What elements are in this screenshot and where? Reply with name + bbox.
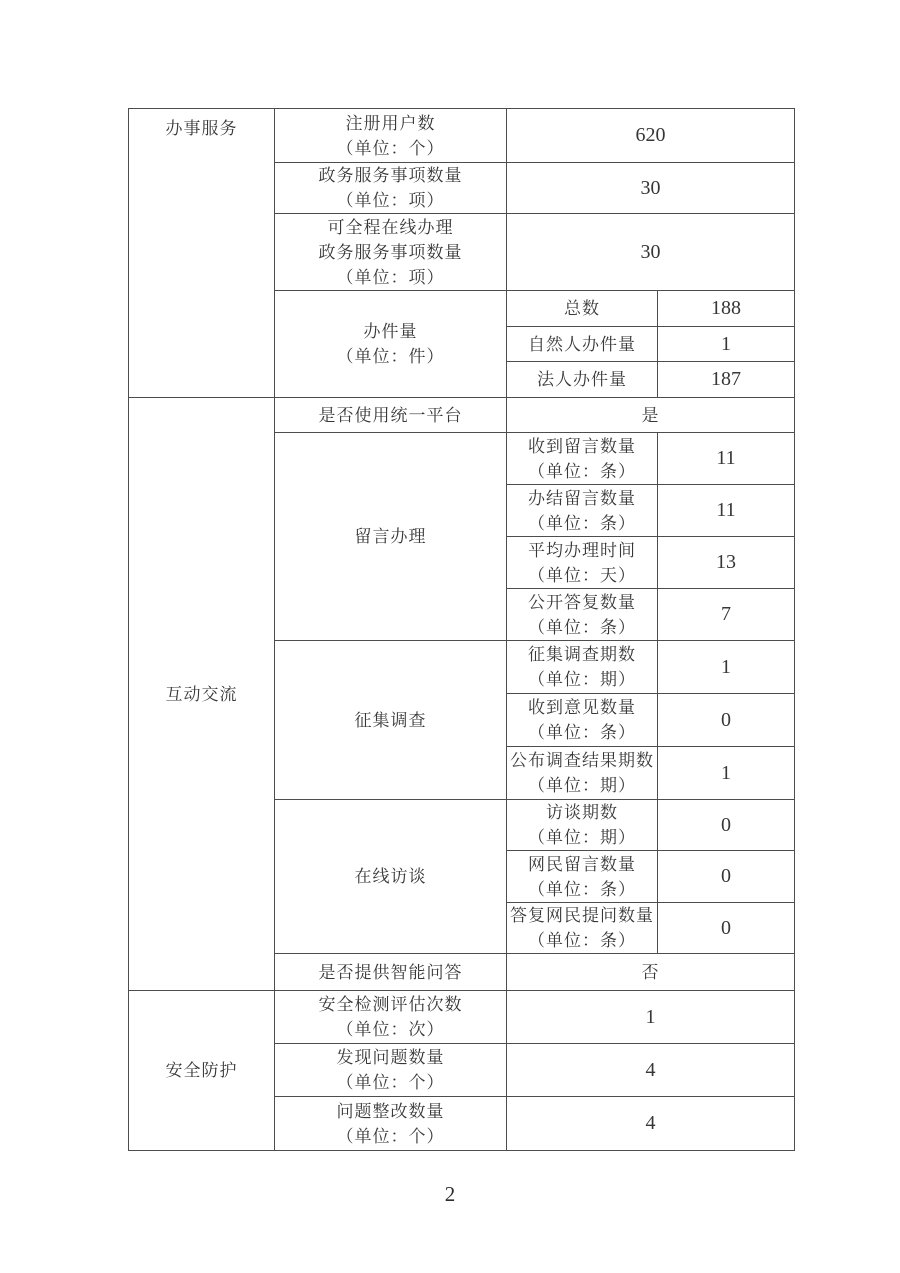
metric-label-cell [275, 109, 507, 163]
submetric-label-cell [507, 327, 658, 362]
submetric-label-cell [507, 800, 658, 851]
value-cell: 0 [658, 694, 795, 747]
value-cell: 1 [658, 641, 795, 694]
metric-name: 注册用户数 [345, 113, 436, 133]
submetric-label-cell [507, 537, 658, 589]
submetric-label-cell [507, 694, 658, 747]
value-cell: 0 [658, 800, 795, 851]
metric-unit: （单位：个） [336, 1073, 445, 1092]
submetric-name: 答复网民提问数量 [510, 906, 654, 925]
value-cell: 30 [507, 214, 795, 291]
statistics-table [128, 108, 795, 1151]
submetric-unit: （单位：条） [528, 513, 636, 533]
submetric-unit: （单位：天） [528, 565, 636, 585]
category-label: 安全防护 [165, 1061, 238, 1080]
value-cell: 4 [507, 1044, 795, 1097]
value-cell: 1 [658, 327, 795, 362]
page-number: 2 [444, 1182, 456, 1206]
submetric-unit: （单位：条） [528, 461, 636, 481]
metric-unit: （单位：项） [336, 191, 445, 210]
category-cell [129, 991, 275, 1151]
metric-name: 安全检测评估次数 [318, 995, 463, 1014]
submetric-unit: （单位：期） [528, 670, 636, 689]
metric-name: 是否提供智能问答 [318, 962, 463, 982]
submetric-label-cell [507, 851, 658, 903]
metric-name: 办件量 [363, 322, 418, 341]
value-cell: 620 [507, 109, 795, 163]
metric-name: 问题整改数量 [336, 1101, 445, 1121]
metric-name: 政务服务事项数量 [318, 242, 463, 262]
metric-label-cell [275, 1097, 507, 1151]
value-cell: 0 [658, 851, 795, 903]
submetric-label-cell [507, 641, 658, 694]
submetric-name: 平均办理时间 [528, 540, 636, 560]
metric-label-cell [275, 433, 507, 641]
category-cell [129, 109, 275, 398]
submetric-name: 征集调查期数 [528, 645, 636, 664]
metric-label-cell [275, 291, 507, 398]
metric-unit: （单位：项） [336, 267, 445, 287]
metric-name: 征集调查 [354, 710, 427, 730]
submetric-name: 访谈期数 [546, 803, 618, 822]
metric-label-cell [275, 214, 507, 291]
value-cell: 13 [658, 537, 795, 589]
metric-name: 是否使用统一平台 [318, 405, 463, 425]
value-cell: 188 [658, 291, 795, 327]
submetric-label-cell [507, 362, 658, 398]
submetric-name: 网民留言数量 [528, 854, 636, 874]
metric-label-cell [275, 991, 507, 1044]
submetric-name: 自然人办件量 [528, 334, 636, 354]
value-cell: 是 [507, 398, 795, 433]
category-cell [129, 398, 275, 991]
value-cell: 否 [507, 954, 795, 991]
metric-name: 可全程在线办理 [327, 217, 454, 237]
value-cell: 4 [507, 1097, 795, 1151]
submetric-unit: （单位：期） [528, 828, 636, 847]
category-label: 互动交流 [165, 684, 238, 704]
value-cell: 11 [658, 485, 795, 537]
metric-label-cell [275, 1044, 507, 1097]
value-cell: 7 [658, 589, 795, 641]
submetric-name: 公开答复数量 [528, 592, 636, 612]
value-cell: 11 [658, 433, 795, 485]
submetric-name: 收到意见数量 [528, 698, 636, 717]
submetric-label-cell [507, 747, 658, 800]
submetric-unit: （单位：条） [528, 931, 636, 950]
metric-label-cell [275, 800, 507, 954]
submetric-label-cell [507, 485, 658, 537]
submetric-name: 公布调查结果期数 [510, 751, 654, 770]
value-cell: 0 [658, 903, 795, 954]
submetric-name: 法人办件量 [537, 370, 627, 389]
metric-unit: （单位：个） [336, 1126, 445, 1146]
value-cell: 1 [507, 991, 795, 1044]
metric-name: 政务服务事项数量 [318, 166, 463, 185]
metric-unit: （单位：次） [336, 1020, 445, 1039]
metric-label-cell [275, 954, 507, 991]
submetric-label-cell [507, 589, 658, 641]
submetric-label-cell [507, 903, 658, 954]
category-label: 办事服务 [165, 119, 238, 138]
submetric-label-cell [507, 291, 658, 327]
value-cell: 30 [507, 163, 795, 214]
metric-unit: （单位：个） [336, 138, 445, 158]
submetric-unit: （单位：条） [528, 723, 636, 742]
metric-name: 发现问题数量 [336, 1048, 445, 1067]
metric-unit: （单位：件） [336, 347, 445, 366]
value-cell: 187 [658, 362, 795, 398]
metric-label-cell [275, 163, 507, 214]
metric-label-cell [275, 398, 507, 433]
metric-label-cell [275, 641, 507, 800]
submetric-unit: （单位：条） [528, 879, 636, 899]
submetric-name: 收到留言数量 [528, 436, 636, 456]
metric-name: 在线访谈 [354, 867, 427, 886]
submetric-name: 总数 [564, 299, 600, 318]
submetric-label-cell [507, 433, 658, 485]
metric-name: 留言办理 [354, 527, 427, 546]
submetric-unit: （单位：期） [528, 776, 636, 795]
submetric-unit: （单位：条） [528, 617, 636, 637]
submetric-name: 办结留言数量 [528, 488, 636, 508]
value-cell: 1 [658, 747, 795, 800]
